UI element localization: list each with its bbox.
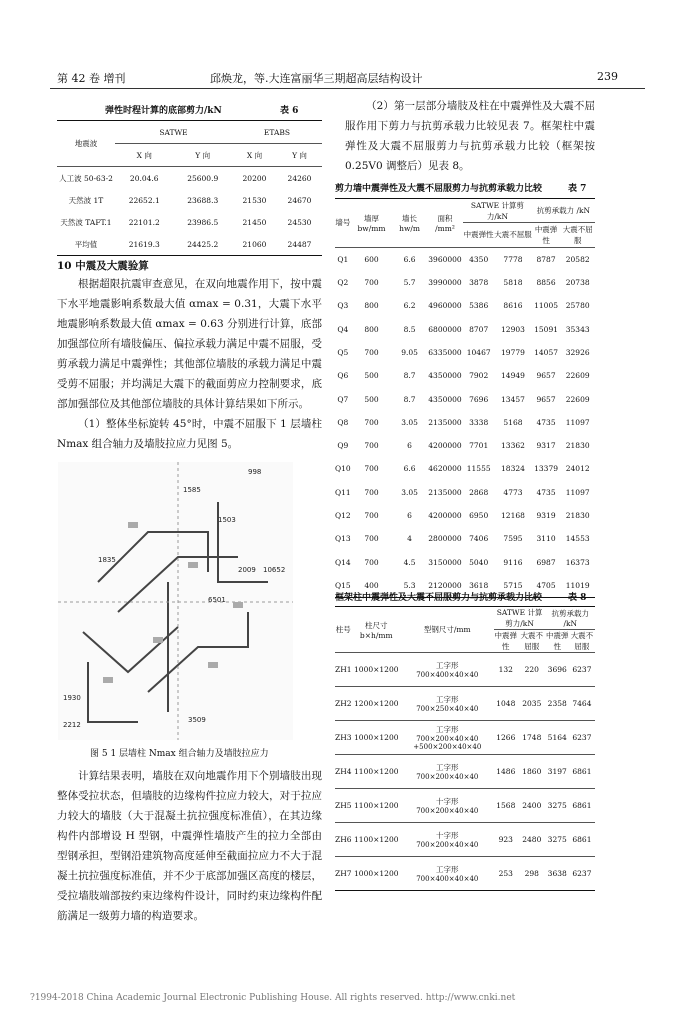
table-cell: ZH5 xyxy=(335,801,352,810)
table-cell: 4350 xyxy=(469,254,489,264)
table-cell: 8707 xyxy=(469,324,489,334)
table-row xyxy=(335,317,595,340)
figure5-label: 1930 xyxy=(63,694,81,702)
section10-paragraph: 根据超限抗震审查意见，在双向地震作用下，按中震下水平地震影响系数最大值 αmax = 0.31，大震下水平地震影响系数最大值 αmax = 0.63 分别进行计算，底部加强部位所有墙肢偏压、偏拉承载力满足中震不屈服，受剪承载力满足中震弹性；其他部位墙肢的承载力满足中震受剪不屈服；并均满足大震下的截面剪应力控制要求，底部加强部位及其他部位墙肢的具体计算结果如下所示。 xyxy=(57,278,322,410)
table7-caption: 剪力墙中震弹性及大震不屈服剪力与抗剪承载力比较 xyxy=(335,184,543,194)
table-row xyxy=(335,411,595,434)
table-row xyxy=(335,271,595,294)
table-cell: 3.05 xyxy=(401,417,418,427)
table8-label: 表 8 xyxy=(568,593,587,603)
table-cell: 7464 xyxy=(572,699,592,708)
table8-h-cap: 抗剪承载力 /kN xyxy=(546,607,595,630)
steel-type: 工字形 xyxy=(436,661,459,670)
table-cell: Q4 xyxy=(337,324,349,334)
table-cell: 12168 xyxy=(501,511,525,520)
table-cell: 700 xyxy=(364,347,379,357)
table-row xyxy=(335,653,595,687)
table-cell: 8.5 xyxy=(403,324,416,334)
table-cell: Q15 xyxy=(335,580,351,590)
table8-body xyxy=(335,653,595,891)
table-cell: 4735 xyxy=(536,487,556,497)
table-cell: 6335000 xyxy=(428,347,462,357)
table-cell: Q5 xyxy=(337,347,349,357)
table-cell: 天然波 TAFT.1 xyxy=(60,217,112,227)
table-cell: 25780 xyxy=(565,301,590,311)
table-cell: 11005 xyxy=(534,301,558,311)
table-cell: Q12 xyxy=(335,511,351,520)
steel-dims: 700×200×40×40 +500×200×40×40 xyxy=(413,735,482,751)
table-cell: 23688.3 xyxy=(187,195,219,205)
table-cell: 13457 xyxy=(501,394,525,404)
table-cell: 6 xyxy=(407,511,412,520)
table-cell: 14553 xyxy=(565,534,590,544)
table-cell: 22652.1 xyxy=(128,195,160,205)
table-row xyxy=(335,823,595,857)
table-cell: 14057 xyxy=(534,347,558,357)
table-row xyxy=(335,434,595,457)
table-cell: 24670 xyxy=(287,195,312,205)
table-cell: 20738 xyxy=(565,278,590,288)
table-cell: 2800000 xyxy=(428,534,462,544)
table-cell: 2480 xyxy=(522,835,542,844)
table-cell xyxy=(401,687,494,721)
table-cell: 1568 xyxy=(496,801,516,810)
table-row xyxy=(335,755,595,789)
table-cell: 1000×1200 xyxy=(354,733,399,742)
table-cell: ZH6 xyxy=(335,835,352,844)
table-cell: 6237 xyxy=(572,869,592,878)
table-cell: 1200×1200 xyxy=(354,699,399,708)
table-cell: 3197 xyxy=(547,767,567,776)
copyright-footer: ?1994-2018 China Academic Journal Electronic Publishing House. All rights reserved. http://www.cnki.net xyxy=(30,993,516,1003)
table-cell: Q11 xyxy=(335,487,351,497)
figure5-label: 1503 xyxy=(218,516,236,524)
table-cell: 1100×1200 xyxy=(354,767,399,776)
table-cell: 21060 xyxy=(242,239,267,249)
table-cell: 25600.9 xyxy=(187,173,219,183)
figure5-plan xyxy=(58,462,293,740)
table-row xyxy=(335,364,595,387)
table-row xyxy=(335,504,595,527)
table-cell: 7595 xyxy=(503,534,523,544)
table-cell: 3638 xyxy=(547,869,567,878)
figure5-caption: 图 5 1 层墙柱 Nmax 组合轴力及墙肢拉应力 xyxy=(90,749,269,759)
table-cell: 400 xyxy=(364,580,379,590)
table-cell: 1100×1200 xyxy=(354,835,399,844)
table-cell: 1000×1200 xyxy=(354,869,399,878)
table-cell: 7902 xyxy=(469,371,489,381)
table-cell: 600 xyxy=(364,254,379,264)
steel-dims: 700×200×40×40 xyxy=(416,773,479,781)
table6-rowhead: 地震波 xyxy=(57,121,115,167)
table-cell: 2358 xyxy=(547,699,567,708)
table8-caption: 框架柱中震弹性及大震不屈服剪力与抗剪承载力比较 xyxy=(335,593,543,603)
table7-h-thick: 墙厚 bw/mm xyxy=(351,199,393,248)
table-cell: 22609 xyxy=(565,394,590,404)
figure5-label: 10652 xyxy=(263,566,286,574)
table-cell: 1048 xyxy=(496,699,516,708)
table-cell: 23986.5 xyxy=(187,217,219,227)
figure5-label: 6501 xyxy=(208,596,226,604)
table-cell: 5164 xyxy=(547,733,567,742)
table-cell: 700 xyxy=(364,278,379,288)
table-cell: 8787 xyxy=(536,254,556,264)
table-cell: 21830 xyxy=(565,441,590,451)
table-cell: 3618 xyxy=(469,580,489,590)
figure5-label: 2009 xyxy=(238,566,256,574)
table-cell xyxy=(401,857,494,891)
table-cell: 4620000 xyxy=(428,464,462,474)
table-cell: Q7 xyxy=(337,394,349,404)
table-cell: Q1 xyxy=(337,254,349,264)
table-cell: 4960000 xyxy=(428,301,462,311)
table-cell: Q9 xyxy=(337,441,349,451)
table-cell: 18324 xyxy=(501,464,525,474)
table-cell: 6950 xyxy=(469,511,489,520)
table-cell: 4735 xyxy=(536,417,556,427)
table-cell: 6.2 xyxy=(403,301,416,311)
table-cell: 6237 xyxy=(572,733,592,742)
table-cell: 9657 xyxy=(536,371,556,381)
table-cell: ZH4 xyxy=(335,767,352,776)
table7-label: 表 7 xyxy=(568,184,587,194)
steel-dims: 700×200×40×40 xyxy=(416,807,479,815)
table-cell: 3990000 xyxy=(428,278,462,288)
table-cell: 5.3 xyxy=(403,580,416,590)
table-cell: 19779 xyxy=(501,347,525,357)
table-row xyxy=(335,857,595,891)
table-cell: 5818 xyxy=(503,278,523,288)
table-cell: Q13 xyxy=(335,534,351,544)
table-cell: Q14 xyxy=(335,557,351,567)
table8-sub: 大震不屈服 xyxy=(570,631,594,651)
figure5-label: 1585 xyxy=(183,486,201,494)
table-cell: 3150000 xyxy=(428,557,462,567)
table-cell: 10467 xyxy=(466,347,491,357)
table-cell: 6 xyxy=(407,441,412,451)
table-cell: 天然波 1T xyxy=(68,195,104,205)
table-cell: 13379 xyxy=(534,464,558,474)
table-cell: 21530 xyxy=(242,195,267,205)
table7-sub: 大震不屈服 xyxy=(494,230,532,240)
figure5-label: 2212 xyxy=(63,721,81,729)
table-cell: 21450 xyxy=(242,217,267,227)
table8-sub: 中震弹性 xyxy=(545,631,569,651)
table-cell: 1266 xyxy=(496,733,516,742)
table-cell: Q10 xyxy=(335,464,351,474)
table7-h-satwe: SATWE 计算剪力/kN xyxy=(463,199,532,223)
table-cell: Q6 xyxy=(337,371,349,381)
table-cell: 5168 xyxy=(503,417,523,427)
table-cell xyxy=(401,653,494,687)
table7-h-no: 墙号 xyxy=(335,199,351,248)
table-cell: 3960000 xyxy=(428,254,462,264)
table-cell: 21619.3 xyxy=(128,239,160,249)
steel-dims: 700×200×40×40 xyxy=(416,841,479,849)
table-cell: Q8 xyxy=(337,417,349,427)
table-cell: 8.7 xyxy=(403,394,416,404)
table-row xyxy=(335,294,595,317)
table8-sub: 大震不屈服 xyxy=(520,631,544,651)
table-cell: 22609 xyxy=(565,371,590,381)
table6-sub: X 向 xyxy=(246,150,263,160)
table-cell: 2868 xyxy=(469,487,489,497)
table-row xyxy=(335,387,595,410)
table-cell: 9317 xyxy=(536,441,556,451)
page-number: 239 xyxy=(597,70,618,83)
table-cell: 3275 xyxy=(547,835,567,844)
table-cell: 22101.2 xyxy=(128,217,160,227)
steel-type: 工字形 xyxy=(436,865,459,874)
table-cell: 1000×1200 xyxy=(354,665,399,674)
table-cell: 16373 xyxy=(565,557,590,567)
table-cell: ZH3 xyxy=(335,733,352,742)
table-cell: 4200000 xyxy=(428,441,462,451)
table-row xyxy=(335,721,595,755)
table7-h-cap: 抗剪承载力 /kN xyxy=(532,199,595,223)
table-row xyxy=(335,341,595,364)
table8-h-steel: 型钢尺寸/mm xyxy=(401,607,494,653)
table-cell: 500 xyxy=(364,394,379,404)
table-cell: 2135000 xyxy=(428,487,462,497)
table-cell: 24425.2 xyxy=(187,239,219,249)
steel-type: 工字形 xyxy=(436,725,459,734)
table-cell: 20.04.6 xyxy=(129,173,159,183)
table6-sub: Y 向 xyxy=(292,150,307,160)
table7-h-area: 面积 /mm² xyxy=(427,199,463,248)
table-row xyxy=(57,167,322,190)
steel-dims: 700×400×40×40 xyxy=(416,671,479,679)
table-cell: 9319 xyxy=(536,511,556,520)
steel-type: 十字形 xyxy=(436,831,459,840)
table6-group-satwe: SATWE xyxy=(115,121,232,144)
table-cell: 8616 xyxy=(503,301,523,311)
table-cell: ZH1 xyxy=(335,665,352,674)
table-cell xyxy=(401,755,494,789)
table-cell: 11555 xyxy=(466,464,491,474)
table-cell: 1486 xyxy=(496,767,516,776)
table-cell: 7701 xyxy=(469,441,489,451)
table6-label: 表 6 xyxy=(280,106,299,116)
table-cell: 人工波 50-63-2 xyxy=(59,173,113,183)
table-cell: Q2 xyxy=(337,278,349,288)
table-cell: 15091 xyxy=(534,324,558,334)
table-cell: 220 xyxy=(524,665,539,674)
table-cell: 3275 xyxy=(547,801,567,810)
table-cell: 3110 xyxy=(536,534,556,544)
table-cell: 21830 xyxy=(565,511,590,520)
steel-type: 工字形 xyxy=(436,763,459,772)
table-cell: 4350000 xyxy=(428,371,462,381)
table-cell: 700 xyxy=(364,534,379,544)
table-cell: 4705 xyxy=(536,580,556,590)
table-cell: 4.5 xyxy=(403,557,416,567)
header-rule xyxy=(50,88,645,89)
table-cell: 1860 xyxy=(522,767,542,776)
steel-type: 工字形 xyxy=(436,695,459,704)
table-cell: 6861 xyxy=(572,801,592,810)
table-cell: 923 xyxy=(498,835,513,844)
steel-dims: 700×400×40×40 xyxy=(416,875,479,883)
table7-h-len: 墙长 hw/m xyxy=(392,199,427,248)
table-cell: 24530 xyxy=(287,217,312,227)
table-cell: 1100×1200 xyxy=(354,801,399,810)
table-cell: 13362 xyxy=(501,441,525,451)
table-cell: 8.7 xyxy=(403,371,416,381)
table-cell: ZH7 xyxy=(335,869,352,878)
table-cell: 平均值 xyxy=(74,239,98,249)
table-row xyxy=(57,233,322,256)
table-row xyxy=(335,481,595,504)
table-cell: 20582 xyxy=(565,254,590,264)
table-cell: 132 xyxy=(498,665,513,674)
table-cell xyxy=(401,823,494,857)
table-cell: 7406 xyxy=(469,534,489,544)
table-cell xyxy=(401,721,494,755)
table6-sub: X 向 xyxy=(136,150,152,160)
table-cell: 800 xyxy=(364,301,379,311)
table6-caption: 弹性时程计算的底部剪力/kN xyxy=(105,106,222,116)
table-cell: 24487 xyxy=(287,239,312,249)
table-cell: 700 xyxy=(364,441,379,451)
table-cell: 11097 xyxy=(565,417,590,427)
table-cell: 3878 xyxy=(469,278,489,288)
table-row xyxy=(335,527,595,550)
table-cell: 700 xyxy=(364,487,379,497)
table8-h-no: 柱号 xyxy=(335,607,352,653)
table-cell xyxy=(401,789,494,823)
table-cell: 500 xyxy=(364,371,379,381)
table-cell: 3.05 xyxy=(401,487,418,497)
table-cell: 2400 xyxy=(522,801,542,810)
table-cell: 7778 xyxy=(503,254,523,264)
right-intro-paragraph: （2）第一层部分墙肢及柱在中震弹性及大震不屈服作用下剪力与抗剪承载力比较见表 7。框架柱中震弹性及大震不屈服剪力与抗剪承载力比较（框架按 0.25V0 调整后）见表 8。 xyxy=(345,100,595,172)
figure5-drawing xyxy=(58,462,293,740)
table-row xyxy=(335,550,595,573)
table-cell: 5040 xyxy=(469,557,489,567)
table-cell: 14949 xyxy=(501,371,525,381)
table-cell: 9116 xyxy=(503,557,523,567)
table7-sub: 大震不屈服 xyxy=(562,224,593,245)
table-cell: 11097 xyxy=(565,487,590,497)
table-cell: 24012 xyxy=(565,464,590,474)
table-cell: 6800000 xyxy=(428,324,462,334)
table-cell: 1748 xyxy=(522,733,542,742)
table-cell: 4 xyxy=(407,534,412,544)
table7-sub: 中震弹性 xyxy=(534,224,558,245)
figure5-label: 3509 xyxy=(188,716,206,724)
table-cell: 4350000 xyxy=(428,394,462,404)
table-cell: 4773 xyxy=(503,487,523,497)
table-cell: 2120000 xyxy=(428,580,462,590)
table-row xyxy=(335,457,595,480)
steel-type: 十字形 xyxy=(436,797,459,806)
table-cell: 700 xyxy=(364,557,379,567)
table-cell: 20200 xyxy=(242,173,267,183)
table8-h-satwe: SATWE 计算剪力/kN xyxy=(494,607,546,630)
table-cell: 3696 xyxy=(547,665,567,674)
steel-dims: 700×250×40×40 xyxy=(416,705,479,713)
table7 xyxy=(335,198,595,598)
table-cell: 2135000 xyxy=(428,417,462,427)
table-cell: 9657 xyxy=(536,394,556,404)
table-cell: 6987 xyxy=(536,557,556,567)
table-cell: 5386 xyxy=(469,301,489,311)
table-cell: 11019 xyxy=(565,580,590,590)
table-cell: 35343 xyxy=(565,324,590,334)
table-cell: 2035 xyxy=(522,699,542,708)
table-cell: 6.6 xyxy=(403,464,416,474)
figure5-label: 1835 xyxy=(98,556,116,564)
table6-sub: Y 向 xyxy=(195,150,211,160)
table8-h-size: 柱尺寸 b×h/mm xyxy=(352,607,401,653)
results-paragraph: 计算结果表明，墙肢在双向地震作用下个别墙肢出现整体受拉状态，但墙肢的边缘构件拉应力较大，对于拉应力较大的墙肢（大于混凝土抗拉强度标准值），在其边缘构件内部增设 H 型钢，中震弹性墙肢产生的拉力全部由型钢承担，型钢沿建筑物高度延伸至截面拉应力不大于混凝土抗拉强度标准值，并不少于底部加强区高度的楼层，受拉墙肢端部按约束边缘构件设计，同时约束边缘构件配筋满足一级剪力墙的构造要求。 xyxy=(57,770,322,922)
table-cell: 6861 xyxy=(572,835,592,844)
table-cell: Q3 xyxy=(337,301,349,311)
figure5-label: 998 xyxy=(248,468,262,476)
table-cell: 800 xyxy=(364,324,379,334)
table-cell: 5715 xyxy=(503,580,523,590)
section10-figure-ref: （1）整体坐标旋转 45°时，中震不屈服下 1 层墙柱 Nmax 组合轴力及墙肢拉应力见图 5。 xyxy=(57,418,322,450)
running-title: 邱焕龙，等.大连富丽华三期超高层结构设计 xyxy=(210,72,423,85)
table-cell: ZH2 xyxy=(335,699,352,708)
table-cell: 24260 xyxy=(287,173,312,183)
table-row xyxy=(335,247,595,271)
table-cell: 298 xyxy=(524,869,539,878)
table-cell: 700 xyxy=(364,464,379,474)
table-row xyxy=(57,189,322,211)
table8 xyxy=(335,606,595,891)
table8-sub: 中震弹性 xyxy=(494,631,518,651)
table-cell: 700 xyxy=(364,417,379,427)
table-cell: 3338 xyxy=(469,417,489,427)
table7-body xyxy=(335,247,595,597)
table-cell: 6237 xyxy=(572,665,592,674)
table-cell: 6861 xyxy=(572,767,592,776)
table7-sub: 中震弹性 xyxy=(463,230,494,240)
table-cell: 6.6 xyxy=(403,254,416,264)
table-cell: 253 xyxy=(498,869,513,878)
table-row xyxy=(57,211,322,233)
table-cell: 12903 xyxy=(501,324,525,334)
table-cell: 8856 xyxy=(536,278,556,288)
table-cell: 7696 xyxy=(469,394,489,404)
table-cell: 9.05 xyxy=(401,347,418,357)
section-heading: 10 中震及大震验算 xyxy=(57,260,149,272)
table6 xyxy=(57,120,322,256)
table-cell: 5.7 xyxy=(403,278,416,288)
table-row xyxy=(335,687,595,721)
table-cell: 700 xyxy=(364,511,379,520)
table-row xyxy=(335,789,595,823)
journal-volume: 第 42 卷 增刊 xyxy=(57,72,126,85)
table6-group-etabs: ETABS xyxy=(232,121,322,144)
table-cell: 32926 xyxy=(565,347,590,357)
table-cell: 4200000 xyxy=(428,511,462,520)
